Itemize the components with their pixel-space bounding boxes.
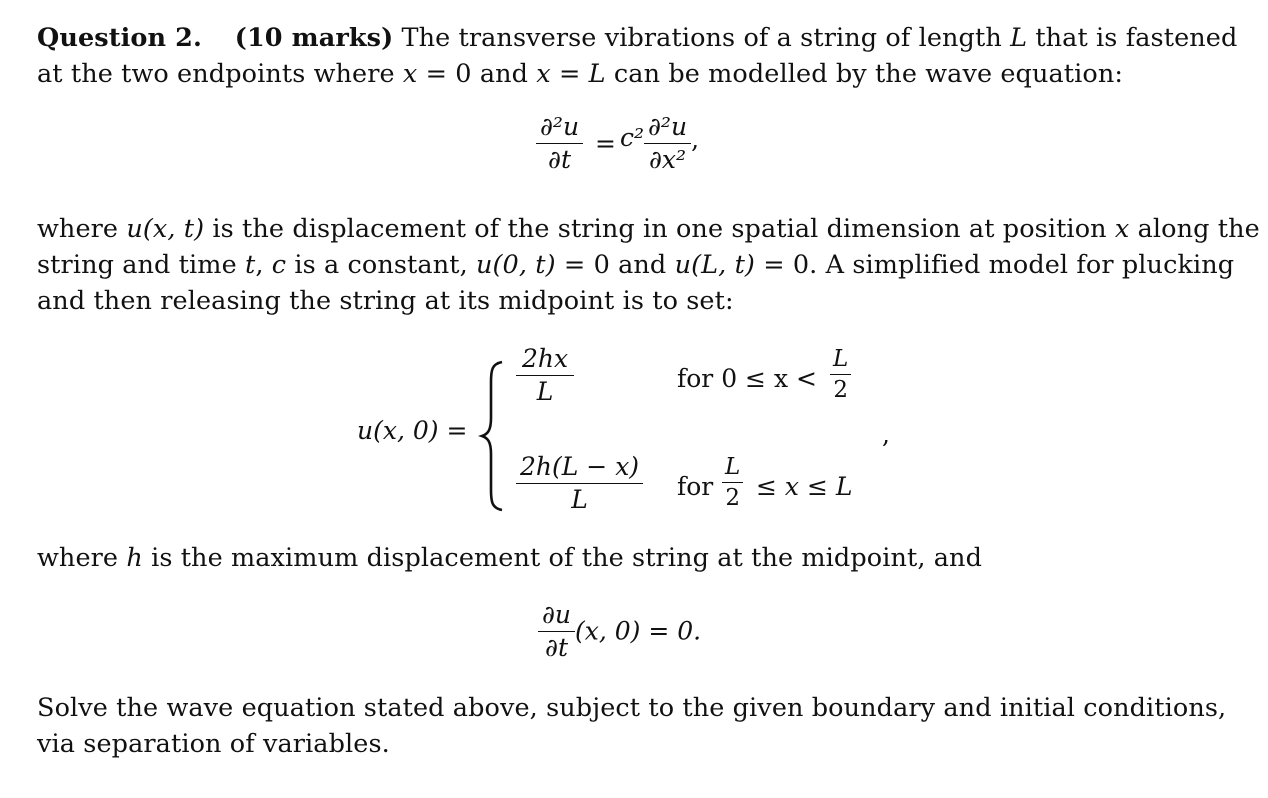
fraction-numerator: L: [830, 344, 851, 375]
comma: ,: [882, 420, 890, 449]
fraction-denominator: ∂t: [548, 145, 572, 174]
text-span: and then releasing the string at its midpoint is to set:: [37, 286, 734, 316]
math-var: c: [271, 250, 287, 280]
text-span: where: [37, 543, 127, 573]
text-span: = 0 and: [417, 59, 537, 89]
midpoint-line: [37, 540, 1212, 576]
math-expr: u(0, t): [475, 250, 556, 280]
text-span: The transverse vibrations of a string of length: [393, 23, 1011, 53]
text-span: string and time: [37, 250, 245, 280]
fraction-numerator: ∂²u: [536, 112, 583, 144]
text-span: Solve the wave equation stated above, subject to the given boundary and initial conditions,: [37, 693, 1227, 723]
task-paragraph: [37, 690, 1227, 762]
midpoint-paragraph: [37, 540, 1212, 576]
math-var: h: [126, 543, 143, 573]
text-span: along the: [1129, 214, 1260, 244]
text-span: via separation of variables.: [37, 729, 390, 759]
fraction-denominator: ∂x²: [649, 145, 687, 174]
text-span: ,: [255, 250, 272, 280]
text-span: can be modelled by the wave equation:: [605, 59, 1124, 89]
math-var: t: [244, 250, 256, 280]
case1-fraction: [516, 344, 574, 407]
fraction-numerator: L: [722, 452, 743, 483]
equals-sign: =: [595, 128, 616, 158]
math-expr: u(L, t): [674, 250, 755, 280]
math-var: L: [588, 59, 606, 89]
math-var: L: [1010, 23, 1028, 53]
coefficient: c²: [619, 122, 644, 152]
math-expr: u(x, t): [126, 214, 205, 244]
velocity-fraction: [538, 600, 575, 663]
text-span: at the two endpoints where: [37, 59, 403, 89]
case2-condition-rest: ≤ x ≤ L: [756, 472, 853, 501]
fraction-numerator: 2hx: [516, 344, 574, 376]
math-var: x: [402, 59, 418, 89]
case1-condition: for 0 ≤ x <: [677, 364, 817, 393]
question-label: Question 2.: [37, 23, 202, 53]
fraction-denominator: L: [571, 485, 588, 514]
fraction-denominator: 2: [833, 377, 848, 403]
text-span: is the maximum displacement of the string at the midpoint, and: [142, 543, 982, 573]
fraction-denominator: L: [536, 377, 554, 406]
case2-fraction: [516, 452, 643, 515]
text-span: is the displacement of the string in one spatial dimension at position: [204, 214, 1115, 244]
text-span: where: [37, 214, 127, 244]
task-line-1: [37, 690, 1227, 726]
fraction-numerator: ∂²u: [644, 112, 691, 144]
fraction-denominator: 2: [725, 485, 740, 511]
text-span: =: [550, 59, 589, 89]
math-var: x: [1114, 214, 1130, 244]
text-span: = 0 and: [555, 250, 675, 280]
fraction-denominator: ∂t: [545, 633, 568, 662]
initial-velocity-equation: [538, 600, 701, 663]
text-span: is a constant,: [286, 250, 476, 280]
case2-condition-fraction: [722, 452, 743, 513]
task-line-2: [37, 726, 1212, 762]
case1-condition-fraction: [830, 344, 851, 405]
fraction-numerator: ∂u: [538, 600, 575, 632]
left-brace: [478, 360, 508, 512]
case2-condition-for: for: [677, 472, 714, 501]
text-span: that is fastened: [1027, 23, 1238, 53]
math-var: x: [536, 59, 551, 89]
velocity-rest: (x, 0) = 0.: [575, 616, 702, 646]
marks-label: (10 marks): [234, 23, 394, 53]
piecewise-lhs: u(x, 0) =: [357, 416, 468, 445]
text-span: = 0. A simplified model for plucking: [754, 250, 1235, 280]
comma: ,: [691, 124, 700, 154]
fraction-numerator: 2h(L − x): [516, 452, 643, 484]
